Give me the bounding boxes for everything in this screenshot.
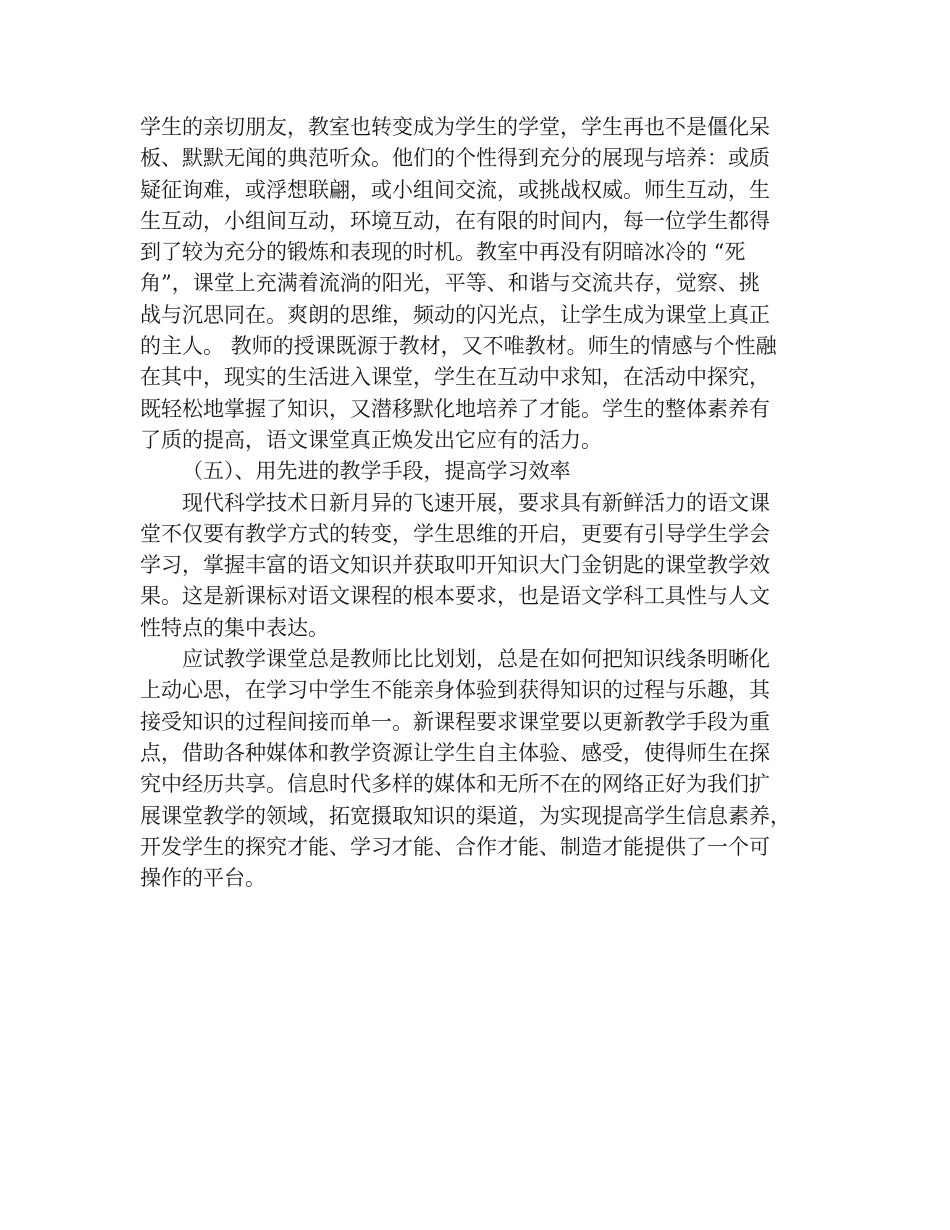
text-line: 学习，掌握丰富的语文知识并获取叩开知识大门金钥匙的课堂教学效	[140, 553, 770, 578]
text-line: 了质的提高，语文课堂真正焕发出它应有的活力。	[140, 427, 602, 452]
text-line: 上动心思，在学习中学生不能亲身体验到获得知识的过程与乐趣，其	[140, 678, 770, 703]
text-line: 应试教学课堂总是教师比比划划，总是在如何把知识线条明晰化	[182, 647, 770, 672]
body-text	[140, 112, 820, 894]
text-line: 板、默默无闻的典范听众。他们的个性得到充分的展现与培养：或质	[140, 146, 770, 171]
text-line: 的主人。 教师的授课既源于教材，又不唯教材。师生的情感与个性融	[140, 334, 777, 359]
text-line: 角”，课堂上充满着流淌的阳光，平等、和谐与交流共存，觉察、挑	[140, 271, 760, 296]
text-line: 战与沉思同在。爽朗的思维，频动的闪光点，让学生成为课堂上真正	[140, 302, 770, 327]
text-line: 堂不仅要有教学方式的转变，学生思维的开启，更要有引导学生学会	[140, 521, 770, 546]
text-line: 性特点的集中表达。	[140, 615, 329, 640]
text-line: 学生的亲切朋友，教室也转变成为学生的学堂，学生再也不是僵化呆	[140, 115, 770, 139]
text-line: 疑征询难，或浮想联翩，或小组间交流，或挑战权威。师生互动，生	[140, 177, 770, 202]
text-line: 究中经历共享。信息时代多样的媒体和无所不在的网络正好为我们扩	[140, 772, 770, 797]
text-line: 到了较为充分的锻炼和表现的时机。教室中再没有阴暗冰冷的 “死	[140, 240, 746, 265]
text-line: 现代科学技术日新月异的飞速开展，要求具有新鲜活力的语文课	[182, 490, 770, 515]
text-line: 操作的平台。	[140, 866, 266, 891]
text-line: 在其中，现实的生活进入课堂，学生在互动中求知，在活动中探究，	[140, 365, 770, 390]
text-line: （五）、用先进的教学手段，提高学习效率	[182, 459, 571, 484]
text-line: 点，借助各种媒体和教学资源让学生自主体验、感受，使得师生在探	[140, 740, 770, 765]
text-line: 展课堂教学的领域，拓宽摄取知识的渠道，为实现提高学生信息素养，	[140, 803, 791, 828]
text-line: 既轻松地掌握了知识，又潜移默化地培养了才能。学生的整体素养有	[140, 396, 770, 421]
text-line: 生互动，小组间互动，环境互动，在有限的时间内，每一位学生都得	[140, 208, 770, 233]
text-line: 开发学生的探究才能、学习才能、合作才能、制造才能提供了一个可	[140, 834, 770, 859]
text-line: 接受知识的过程间接而单一。新课程要求课堂要以更新教学手段为重	[140, 709, 770, 734]
text-line: 果。这是新课标对语文课程的根本要求，也是语文学科工具性与人文	[140, 584, 770, 609]
